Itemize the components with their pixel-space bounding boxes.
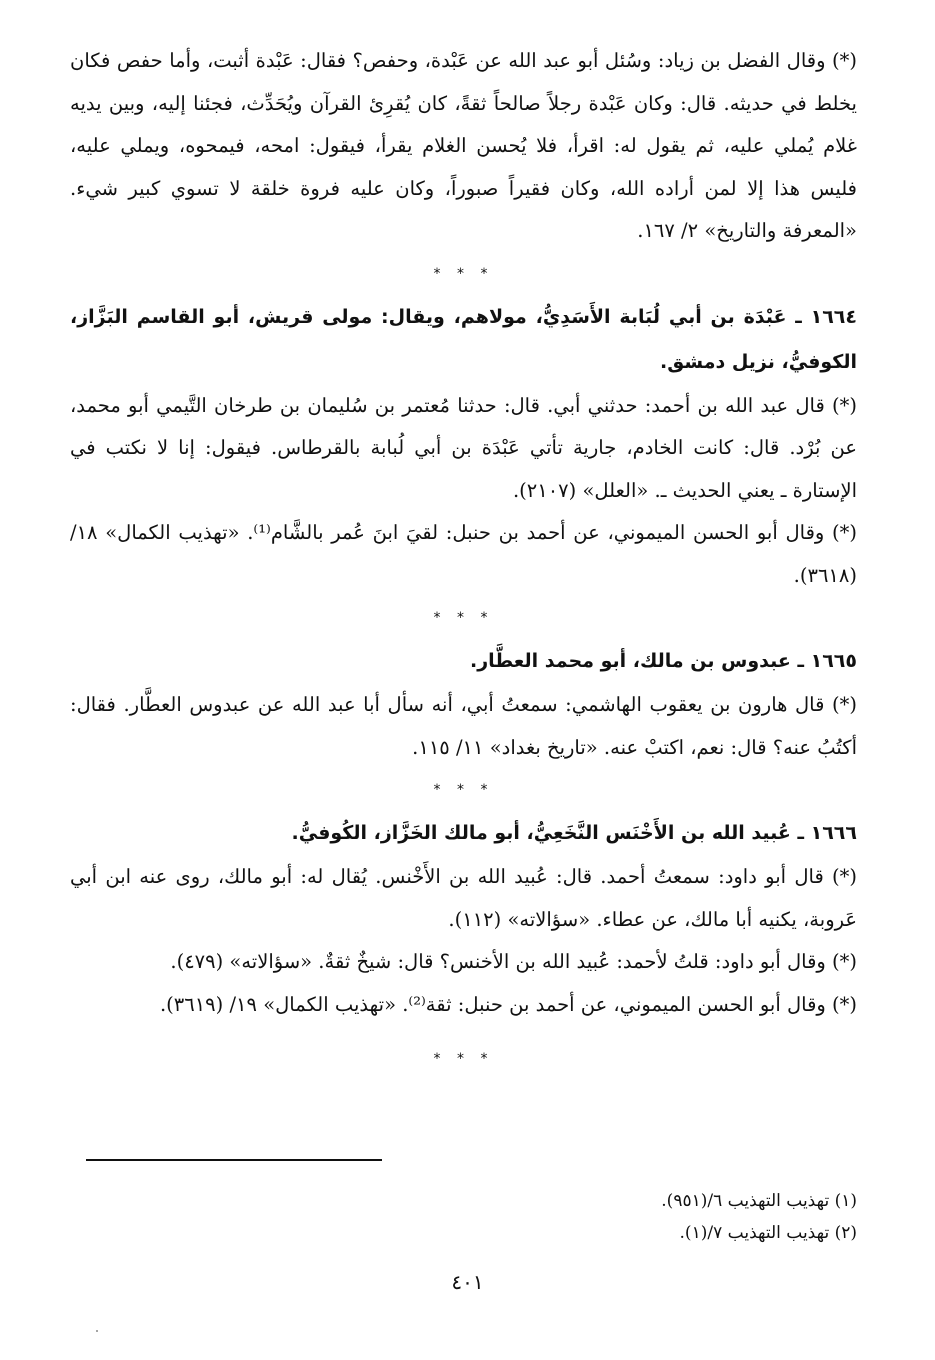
entry-paragraph: (*) وقال أبو داود: قلتُ لأحمد: عُبيد الله بن الأخنس؟ قال: شيخٌ ثقةٌ. «سؤالاته» (٤٧٩). bbox=[170, 950, 857, 973]
footnote-item: (٢) تهذيب التهذيب ٧/(١). bbox=[679, 1223, 857, 1243]
entry-1666 bbox=[70, 811, 857, 1026]
section-separator: * * * bbox=[433, 1051, 494, 1067]
footnote-item: (١) تهذيب التهذيب ٦/(٩٥١). bbox=[661, 1191, 857, 1211]
section-separator: * * * bbox=[433, 782, 494, 798]
entry-heading: ١٦٦٤ ـ عَبْدَة بن أبي لُبَابة الأَسَدِيُّ، مولاهم، ويقال: مولى قريش، أبو القاسم البَزَّاز، الكوفيُّ، نزيل دمشق. bbox=[70, 305, 857, 373]
entry-paragraph: (*) وقال أبو الحسن الميموني، عن أحمد بن حنبل: ثقة⁽²⁾. «تهذيب الكمال» ١٩/ (٣٦١٩). bbox=[159, 992, 857, 1016]
footnotes bbox=[70, 1185, 857, 1249]
entry-paragraph: (*) قال هارون بن يعقوب الهاشمي: سمعتُ أبي، أنه سأل أبا عبد الله عن عبدوس العطَّار. فقال: أكتُبُ عنه؟ قال: نعم، اكتبْ عنه. «تاريخ بغداد» ١١/ ١١٥. bbox=[70, 693, 857, 759]
entry-paragraph: (*) وقال الفضل بن زياد: وسُئل أبو عبد الله عن عَبْدة، وحفص؟ فقال: عَبْدة أثبت، وأما حفص فكان يخلط في حديثه. قال: وكان عَبْدة رجلاً صالحاً ثقةً، كان يُقرِئ القرآن ويُحَدِّث، فجئنا إليه، وبين يديه غلام يُملي عليه، ثم يقول له: اقرأ، فلا يُحسن الغلام يقرأ، فيقول: امحه، فيمحوه، ويملي عليه، فليس هذا إلا لمن أراده الله، وكان فقيراً صبوراً، وكان عليه فروة خلقة لا تسوي كبير شيء. «المعرفة والتاريخ» ٢/ ١٦٧. bbox=[70, 49, 857, 242]
section-separator: * * * bbox=[433, 265, 494, 282]
scan-speck bbox=[96, 1330, 98, 1332]
entry-paragraph: (*) وقال أبو الحسن الميموني، عن أحمد بن حنبل: لقيَ ابنَ عُمر بالشَّام⁽¹⁾. «تهذيب الكمال» ١٨/ (٣٦١٨). bbox=[70, 521, 857, 587]
entry-paragraph: (*) قال عبد الله بن أحمد: حدثني أبي. قال: حدثنا مُعتمر بن سُليمان بن طرخان التَّيمي أبو محمد، عن بُرْد. قال: كانت الخادم، جارية تأتي عَبْدَة بن أبي لُبابة بالقرطاس. فيقول: إنا لا نكتب في الإستارة ـ يعني الحديث ـ. «العلل» (٢١٠٧). bbox=[70, 393, 857, 502]
entry-1664 bbox=[70, 295, 857, 598]
entry-heading: ١٦٦٥ ـ عبدوس بن مالك، أبو محمد العطَّار. bbox=[470, 650, 857, 672]
footnote-divider bbox=[86, 1159, 382, 1161]
entry-continuation bbox=[70, 40, 857, 253]
section-separator: * * * bbox=[433, 610, 494, 626]
entry-paragraph: (*) قال أبو داود: سمعتُ أحمد. قال: عُبيد الله بن الأَخْنس. يُقال له: أبو مالك، روى عنه ابن أبي عَروبة، يكنيه أبا مالك، عن عطاء. «سؤالاته» (١١٢). bbox=[70, 865, 857, 931]
entry-1665 bbox=[70, 639, 857, 769]
page-body bbox=[70, 40, 857, 1360]
page-number: ٤٠١ bbox=[451, 1270, 484, 1294]
entry-heading: ١٦٦٦ ـ عُبيد الله بن الأَخْنَس النَّخَعِيُّ، أبو مالك الخَزَّاز، الكُوفيُّ. bbox=[291, 822, 857, 844]
